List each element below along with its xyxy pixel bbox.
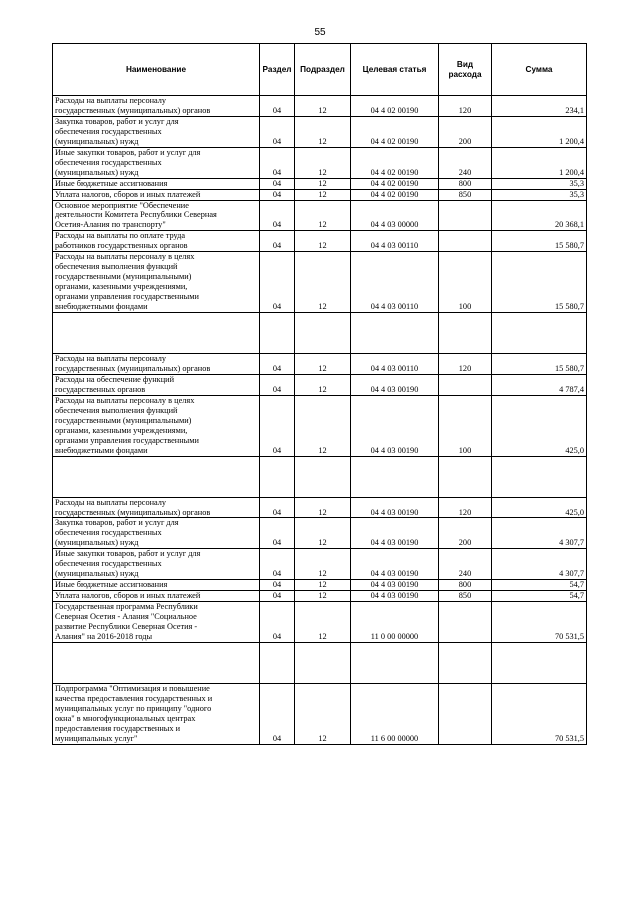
row-section: 04 [260, 200, 295, 231]
row-target: 04 4 03 00190 [351, 374, 439, 395]
row-target: 04 4 03 00190 [351, 497, 439, 518]
table-row [53, 683, 587, 744]
row-section: 04 [260, 252, 295, 313]
row-amount: 425,0 [492, 497, 587, 518]
header-section: Раздел [260, 44, 295, 96]
row-expense-type: 850 [439, 591, 492, 602]
row-amount: 1 200,4 [492, 147, 587, 178]
row-subsection: 12 [295, 252, 351, 313]
table-row [53, 497, 587, 518]
spacer-cell [492, 313, 587, 354]
row-amount: 15 580,7 [492, 252, 587, 313]
row-subsection: 12 [295, 683, 351, 744]
row-amount: 35,3 [492, 189, 587, 200]
row-name: Государственная программа Республики Северная Осетия - Алания "Социальное развитие Республики Северная Осетия - Алания" на 2016-2018 годы [53, 602, 260, 643]
row-subsection: 12 [295, 497, 351, 518]
table-row [53, 591, 587, 602]
row-subsection: 12 [295, 116, 351, 147]
row-target: 04 4 02 00190 [351, 116, 439, 147]
row-amount: 54,7 [492, 580, 587, 591]
row-subsection: 12 [295, 231, 351, 252]
row-target: 04 4 03 00190 [351, 591, 439, 602]
row-expense-type [439, 231, 492, 252]
row-name: Расходы на выплаты персоналу в целях обеспечения выполнения функций государственными (муниципальными) органами, казенными учреждениями, органами управления государственными внебюджетными фондами [53, 252, 260, 313]
row-amount: 54,7 [492, 591, 587, 602]
row-expense-type: 240 [439, 549, 492, 580]
row-expense-type: 120 [439, 354, 492, 375]
row-target: 04 4 02 00190 [351, 189, 439, 200]
row-section: 04 [260, 231, 295, 252]
spacer-cell [439, 642, 492, 683]
row-name: Расходы на выплаты персоналу в целях обеспечения выполнения функций государственными (муниципальными) органами, казенными учреждениями, органами управления государственными внебюджетными фондами [53, 395, 260, 456]
row-subsection: 12 [295, 395, 351, 456]
row-expense-type: 850 [439, 189, 492, 200]
spacer-cell [295, 456, 351, 497]
spacer-cell [351, 642, 439, 683]
row-expense-type [439, 200, 492, 231]
row-name: Уплата налогов, сборов и иных платежей [53, 591, 260, 602]
row-name: Расходы на выплаты персоналу государственных (муниципальных) органов [53, 354, 260, 375]
table-row [53, 354, 587, 375]
row-target: 04 4 02 00190 [351, 96, 439, 117]
spacer-cell [351, 313, 439, 354]
row-name: Иные бюджетные ассигнования [53, 580, 260, 591]
spacer-cell [53, 642, 260, 683]
table-row [53, 147, 587, 178]
row-target: 11 0 00 00000 [351, 602, 439, 643]
row-section: 04 [260, 96, 295, 117]
row-target: 04 4 03 00190 [351, 518, 439, 549]
row-expense-type [439, 374, 492, 395]
row-subsection: 12 [295, 200, 351, 231]
row-name: Закупка товаров, работ и услуг для обеспечения государственных (муниципальных) нужд [53, 518, 260, 549]
row-name: Иные бюджетные ассигнования [53, 178, 260, 189]
row-amount: 1 200,4 [492, 116, 587, 147]
header-name: Наименование [53, 44, 260, 96]
row-section: 04 [260, 580, 295, 591]
row-subsection: 12 [295, 96, 351, 117]
row-expense-type: 800 [439, 580, 492, 591]
row-amount: 70 531,5 [492, 602, 587, 643]
row-subsection: 12 [295, 518, 351, 549]
row-section: 04 [260, 116, 295, 147]
row-target: 04 4 03 00110 [351, 354, 439, 375]
row-name: Основное мероприятие "Обеспечение деятельности Комитета Республики Северная Осетия-Алания по транспорту" [53, 200, 260, 231]
row-target: 04 4 03 00110 [351, 252, 439, 313]
row-amount: 15 580,7 [492, 354, 587, 375]
row-amount: 4 307,7 [492, 549, 587, 580]
spacer-cell [351, 456, 439, 497]
table-row [53, 252, 587, 313]
spacer-cell [439, 313, 492, 354]
spacer-cell [295, 313, 351, 354]
header-subsection: Подраздел [295, 44, 351, 96]
header-target: Целевая статья [351, 44, 439, 96]
row-expense-type: 200 [439, 116, 492, 147]
row-target: 04 4 02 00190 [351, 147, 439, 178]
table-row [53, 518, 587, 549]
spacer-cell [492, 642, 587, 683]
row-section: 04 [260, 518, 295, 549]
row-name: Расходы на выплаты персоналу государственных (муниципальных) органов [53, 96, 260, 117]
row-section: 04 [260, 497, 295, 518]
spacer-cell [260, 642, 295, 683]
row-amount: 20 368,1 [492, 200, 587, 231]
table-row [53, 116, 587, 147]
row-expense-type: 200 [439, 518, 492, 549]
row-expense-type [439, 602, 492, 643]
spacer-cell [492, 456, 587, 497]
row-subsection: 12 [295, 147, 351, 178]
row-subsection: 12 [295, 591, 351, 602]
row-expense-type: 100 [439, 252, 492, 313]
row-expense-type: 120 [439, 497, 492, 518]
row-target: 04 4 03 00190 [351, 580, 439, 591]
row-section: 04 [260, 683, 295, 744]
row-amount: 4 787,4 [492, 374, 587, 395]
budget-table [52, 43, 587, 745]
spacer-cell [260, 456, 295, 497]
header-expense-type: Вид расхода [439, 44, 492, 96]
row-name: Расходы на выплаты персоналу государственных (муниципальных) органов [53, 497, 260, 518]
row-expense-type: 100 [439, 395, 492, 456]
table-row [53, 178, 587, 189]
row-target: 04 4 03 00190 [351, 395, 439, 456]
row-target: 04 4 03 00110 [351, 231, 439, 252]
table-row [53, 231, 587, 252]
row-expense-type: 800 [439, 178, 492, 189]
row-target: 04 4 03 00190 [351, 549, 439, 580]
table-row [53, 200, 587, 231]
row-section: 04 [260, 591, 295, 602]
row-subsection: 12 [295, 580, 351, 591]
row-name: Расходы на выплаты по оплате труда работников государственных органов [53, 231, 260, 252]
row-subsection: 12 [295, 549, 351, 580]
table-row [53, 374, 587, 395]
row-name: Закупка товаров, работ и услуг для обеспечения государственных (муниципальных) нужд [53, 116, 260, 147]
row-expense-type [439, 683, 492, 744]
header-row [53, 44, 587, 96]
row-name: Расходы на обеспечение функций государственных органов [53, 374, 260, 395]
row-subsection: 12 [295, 354, 351, 375]
row-section: 04 [260, 602, 295, 643]
table-row [53, 96, 587, 117]
row-name: Уплата налогов, сборов и иных платежей [53, 189, 260, 200]
row-subsection: 12 [295, 374, 351, 395]
row-section: 04 [260, 147, 295, 178]
row-expense-type: 240 [439, 147, 492, 178]
row-amount: 425,0 [492, 395, 587, 456]
spacer-cell [260, 313, 295, 354]
row-target: 11 6 00 00000 [351, 683, 439, 744]
row-amount: 15 580,7 [492, 231, 587, 252]
row-section: 04 [260, 395, 295, 456]
spacer-cell [439, 456, 492, 497]
row-subsection: 12 [295, 178, 351, 189]
table-row [53, 549, 587, 580]
row-subsection: 12 [295, 189, 351, 200]
table-row [53, 395, 587, 456]
spacer-row [53, 642, 587, 683]
spacer-row [53, 456, 587, 497]
header-amount: Сумма [492, 44, 587, 96]
row-subsection: 12 [295, 602, 351, 643]
row-amount: 234,1 [492, 96, 587, 117]
spacer-cell [53, 313, 260, 354]
row-name: Иные закупки товаров, работ и услуг для обеспечения государственных (муниципальных) нужд [53, 147, 260, 178]
row-amount: 4 307,7 [492, 518, 587, 549]
spacer-cell [53, 456, 260, 497]
row-section: 04 [260, 549, 295, 580]
spacer-cell [295, 642, 351, 683]
table-row [53, 189, 587, 200]
row-target: 04 4 03 00000 [351, 200, 439, 231]
row-section: 04 [260, 374, 295, 395]
row-target: 04 4 02 00190 [351, 178, 439, 189]
row-name: Иные закупки товаров, работ и услуг для обеспечения государственных (муниципальных) нужд [53, 549, 260, 580]
spacer-row [53, 313, 587, 354]
table-row [53, 580, 587, 591]
row-section: 04 [260, 178, 295, 189]
table-row [53, 602, 587, 643]
row-section: 04 [260, 354, 295, 375]
row-section: 04 [260, 189, 295, 200]
page-number: 55 [314, 27, 326, 38]
row-expense-type: 120 [439, 96, 492, 117]
row-name: Подпрограмма "Оптимизация и повышение качества предоставления государственных и муниципальных услуг по принципу "одного окна" в многофункциональных центрах предоставления государственных и муниципальных услуг" [53, 683, 260, 744]
row-amount: 70 531,5 [492, 683, 587, 744]
row-amount: 35,3 [492, 178, 587, 189]
